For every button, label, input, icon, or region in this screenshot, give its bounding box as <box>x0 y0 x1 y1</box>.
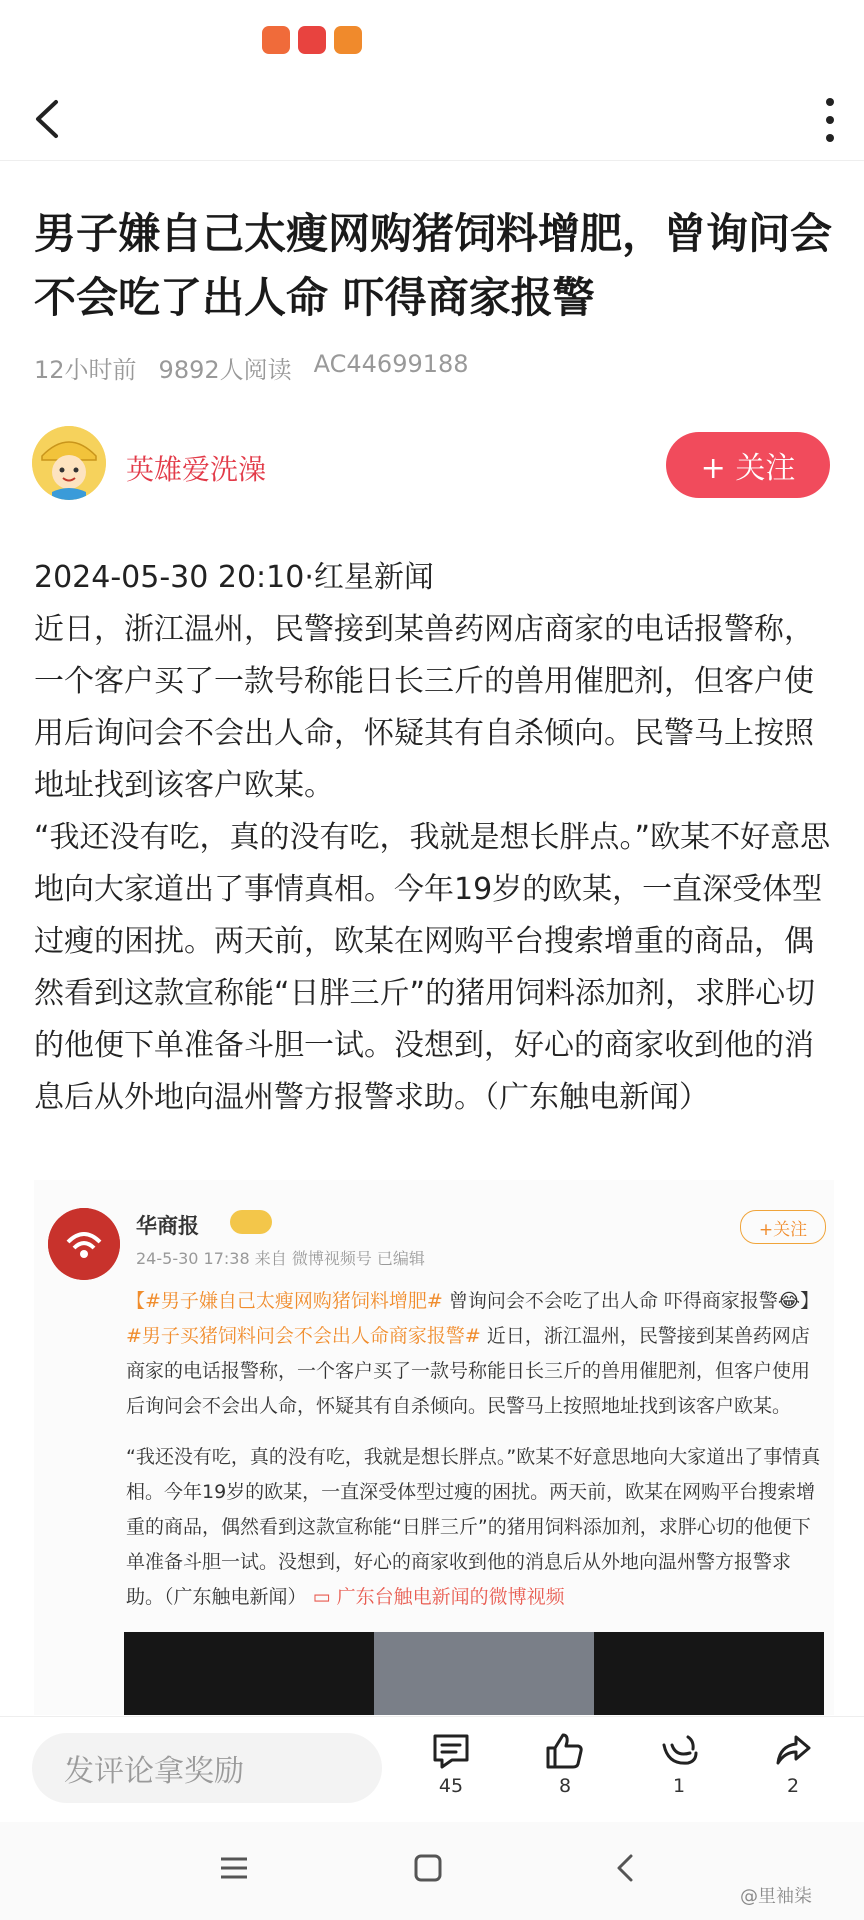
embed-text: 近日，浙江温州，民警接到某兽药网店商家的电话报警称，一个客户买了一款号称能日长三斤的兽用催肥剂，但客户使用后询问会不会出人命，怀疑其有自杀倾向。民警马上按照地址找到该客户欧某。 <box>126 1325 811 1417</box>
app-notification-icon <box>298 26 326 54</box>
embedded-screenshot[interactable] <box>34 1180 834 1715</box>
logo-icon <box>48 1208 120 1280</box>
like-button[interactable] <box>530 1731 600 1797</box>
thumbs-up-icon <box>544 1731 586 1771</box>
home-icon[interactable] <box>412 1852 444 1884</box>
banana-count: 1 <box>672 1775 686 1797</box>
bottom-action-bar <box>0 1716 864 1823</box>
banana-icon <box>658 1731 700 1771</box>
embed-body <box>126 1284 826 1615</box>
back-nav-icon[interactable] <box>610 1852 642 1884</box>
embed-account-name: 华商报 <box>136 1214 199 1238</box>
video-link-icon: ▭ <box>312 1586 337 1608</box>
system-navigation-bar <box>0 1822 864 1920</box>
article-body <box>34 552 834 1124</box>
watermark: @里袖柒 <box>740 1886 812 1907</box>
embed-paragraph <box>126 1284 826 1424</box>
video-frame <box>374 1632 594 1715</box>
status-bar-icons <box>262 26 362 54</box>
video-thumbnail <box>124 1632 824 1715</box>
share-count: 2 <box>786 1775 800 1797</box>
hashtag: 【#男子嫌自己太瘦网购猪饲料增肥# <box>126 1290 443 1312</box>
author-name[interactable]: 英雄爱洗澡 <box>126 453 267 486</box>
hashtag: #男子买猪饲料问会不会出人命商家报警# <box>126 1325 481 1347</box>
comment-count: 45 <box>438 1775 464 1797</box>
share-button[interactable] <box>758 1731 828 1797</box>
embed-text: “我还没有吃，真的没有吃，我就是想长胖点。”欧某不好意思地向大家道出了事情真相。今年19岁的欧某，一直深受体型过瘦的困扰。两天前，欧某在网购平台搜索增重的商品，偶然看到这款宣称能“日胖三斤”的猪用饲料添加剂，求胖心切的他便下单准备斗胆一试。没想到，好心的商家收到他的消息后从外地向温州警方报警求助。（广东触电新闻） <box>126 1446 821 1608</box>
menu-icon[interactable] <box>218 1852 250 1884</box>
comment-button[interactable] <box>416 1731 486 1797</box>
more-vertical-icon <box>810 90 850 150</box>
read-count: 9892人阅读 <box>158 356 292 384</box>
like-count: 8 <box>558 1775 572 1797</box>
share-icon <box>772 1731 814 1771</box>
paragraph: 近日，浙江温州，民警接到某兽药网店商家的电话报警称，一个客户买了一款号称能日长三斤的兽用催肥剂，但客户使用后询问会不会出人命，怀疑其有自杀倾向。民警马上按照地址找到该客户欧某。 <box>34 612 814 803</box>
embed-paragraph <box>126 1440 826 1615</box>
follow-button[interactable]: + 关注 <box>666 432 830 498</box>
app-notification-icon <box>262 26 290 54</box>
back-button[interactable] <box>24 94 74 144</box>
comment-icon <box>430 1731 472 1771</box>
ac-id: AC44699188 <box>313 350 469 378</box>
article-meta <box>34 350 469 385</box>
top-bar <box>0 80 864 161</box>
more-button[interactable] <box>810 90 850 150</box>
paragraph: “我还没有吃，真的没有吃，我就是想长胖点。”欧某不好意思地向大家道出了事情真相。今年19岁的欧某，一直深受体型过瘦的困扰。两天前，欧某在网购平台搜索增重的商品，偶然看到这款宣称能“日胖三斤”的猪用饲料添加剂，求胖心切的他便下单准备斗胆一试。没想到，好心的商家收到他的消息后从外地向温州警方报警求助。（广东触电新闻） <box>34 820 831 1115</box>
author-avatar[interactable] <box>32 426 106 500</box>
embed-follow-button: +关注 <box>740 1210 826 1244</box>
banana-button[interactable] <box>644 1731 714 1797</box>
chevron-left-icon <box>24 94 74 144</box>
embed-meta: 24-5-30 17:38 来自 微博视频号 已编辑 <box>136 1249 425 1268</box>
article-title: 男子嫌自己太瘦网购猪饲料增肥，曾询问会不会吃了出人命 吓得商家报警 <box>34 209 833 322</box>
embed-account-logo <box>48 1208 120 1280</box>
app-notification-icon <box>334 26 362 54</box>
dateline: 2024-05-30 20:10·红星新闻 <box>34 560 434 595</box>
comment-input[interactable]: 发评论拿奖励 <box>32 1733 382 1803</box>
avatar-illustration <box>32 426 106 500</box>
embed-text: 曾询问会不会吃了出人命 吓得商家报警😂】 <box>442 1290 820 1312</box>
vip-badge-icon <box>230 1210 272 1234</box>
video-link: 广东台触电新闻的微博视频 <box>336 1586 565 1608</box>
time-ago: 12小时前 <box>34 356 137 384</box>
